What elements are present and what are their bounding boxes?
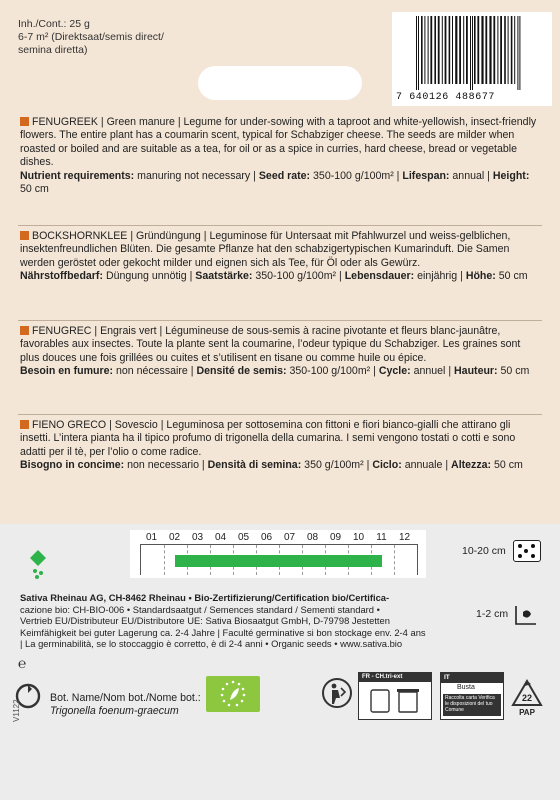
- month-label: 04: [214, 532, 227, 543]
- hang-tab-cutout: [198, 66, 362, 100]
- label: Height:: [492, 169, 530, 182]
- barcode-bar: [489, 16, 491, 84]
- company-line: cazione bio: CH-BIO-006 • Standardsaatgut / Semences standard / Sementi standard •: [20, 603, 380, 615]
- botanical-name: [50, 692, 201, 719]
- barcode-bar: [463, 16, 464, 84]
- label: Densité de semis:: [196, 365, 287, 378]
- value: annual |: [449, 169, 493, 182]
- german-description: BOCKSHORNKLEE | Gründüngung | Leguminose für Untersaat mit Pfahlwurzel und weiss-gelblichen, insektenfreundlichen Blüten. Die gesamte Pflanze hat den schabzigertypischen Kumarinduft. Die Samen werden geröstet oder gekocht milder und eignen sich als Tee, für Öl oder als Gewürz.: [20, 230, 511, 269]
- barcode-bar: [466, 16, 468, 84]
- barcode-bar: [504, 16, 506, 84]
- barcode: [392, 12, 552, 106]
- barcode-bar: [455, 16, 457, 84]
- label: Hauteur:: [454, 365, 498, 378]
- french-description: FENUGREC | Engrais vert | Légumineuse de sous-semis à racine pivotante et fleurs blanc-jaunâtre, favorables aux insectes. Toute la plante sent la coumarine, l’odeur typique du Schabziger. Les graines sont plus douces une fois grillées ou cuites et s’utilisent en tisane ou comme huile ou épice.: [20, 325, 521, 364]
- sowing-seed-icon: [26, 546, 52, 580]
- value: 50 cm: [20, 183, 49, 196]
- label: Lifespan:: [402, 169, 450, 182]
- section-french: [20, 325, 542, 379]
- row-distance-label: 10-20 cm: [462, 545, 506, 557]
- month-label: 07: [283, 532, 296, 543]
- pap-label: PAP: [519, 708, 535, 717]
- section-english: [20, 116, 542, 196]
- section-german: [20, 230, 542, 284]
- orange-square-icon: [20, 231, 29, 240]
- barcode-bar: [459, 16, 461, 84]
- french-sorting-header: FR - CH.tri-ext: [359, 673, 431, 682]
- barcode-bar: [474, 16, 476, 84]
- triman-icon: [320, 676, 354, 710]
- label: Bisogno in concime:: [20, 459, 125, 472]
- barcode-bar: [508, 16, 509, 84]
- italian-sorting-info: [440, 672, 504, 720]
- barcode-number: 7 640126 488677: [396, 92, 496, 103]
- barcode-bar: [445, 16, 447, 84]
- barcode-bar: [481, 16, 483, 84]
- content-line: semina diretta): [18, 44, 88, 56]
- label: Altezza:: [451, 459, 492, 472]
- barcode-bar: [424, 16, 425, 84]
- label: Besoin en fumure:: [20, 365, 114, 378]
- label: Seed rate:: [258, 169, 311, 182]
- barcode-bar: [472, 16, 473, 90]
- botanical-label: Bot. Name/Nom bot./Nome bot.:: [50, 692, 201, 704]
- italian-packaging-type: Busta: [457, 684, 475, 691]
- content-line: Inh./Cont.: 25 g: [18, 18, 90, 30]
- divider: [18, 320, 542, 321]
- spacing-dots-icon: [513, 540, 541, 562]
- orange-square-icon: [20, 117, 29, 126]
- month-label: 09: [329, 532, 342, 543]
- month-label: 01: [145, 532, 158, 543]
- value: 350-100 g/100m² |: [252, 270, 345, 283]
- barcode-bar: [477, 16, 479, 84]
- label: Nährstoffbedarf:: [20, 270, 103, 283]
- value: annuel |: [410, 365, 455, 378]
- value: 50 cm: [495, 270, 528, 283]
- content-info: [18, 18, 164, 57]
- month-label: 06: [260, 532, 273, 543]
- barcode-bar: [517, 16, 518, 90]
- value: 50 cm: [491, 459, 523, 472]
- content-line: 6-7 m² (Direktsaat/semis direct/: [18, 31, 164, 43]
- sowing-depth-label: 1-2 cm: [476, 608, 509, 620]
- sorting-bin-icon: [365, 686, 425, 716]
- eu-organic-leaf-logo: [206, 676, 260, 712]
- section-italian: [20, 419, 542, 473]
- barcode-bar: [497, 16, 498, 84]
- label: Saatstärke:: [195, 270, 253, 283]
- barcode-bar: [511, 16, 513, 84]
- month-label: 08: [306, 532, 319, 543]
- month-label: 10: [352, 532, 365, 543]
- value: 350-100 g/100m² |: [310, 169, 403, 182]
- barcode-bar: [442, 16, 443, 84]
- italian-description: FIENO GRECO | Sovescio | Leguminosa per sottosemina con fittoni e fiori bianco-gialli che attirano gli insetti. L’intera pianta ha il tipico profumo di trigonella della cumarina. I semi vengono tostati o cotti e sono adatti per il tè, per l’olio o come radice.: [20, 419, 516, 458]
- month-label: 03: [191, 532, 204, 543]
- barcode-bar: [452, 16, 453, 84]
- barcode-bar: [430, 16, 432, 84]
- company-line: Keimfähigkeit bei guter Lagerung ca. 2-4 Jahre | Faculté germinative si bon stockage env. 2-4 ans: [20, 626, 426, 638]
- orange-square-icon: [20, 326, 29, 335]
- barcode-bar: [514, 16, 515, 84]
- value: 350-100 g/100m² |: [286, 365, 379, 378]
- value: einjährig |: [414, 270, 466, 283]
- barcode-bar: [434, 16, 436, 84]
- company-info: [20, 592, 450, 650]
- sowing-period-bar: [175, 555, 382, 567]
- barcode-bar: [470, 16, 471, 90]
- label: Höhe:: [465, 270, 496, 283]
- label: Nutrient requirements:: [20, 169, 135, 182]
- barcode-bar: [438, 16, 440, 84]
- company-line: Sativa Rheinau AG, CH-8462 Rheinau • Bio-Zertifizierung/Certification bio/Certifica-: [20, 592, 390, 603]
- barcode-bar: [519, 16, 520, 90]
- month-label: 02: [168, 532, 181, 543]
- pap-code: 22: [521, 693, 533, 703]
- month-label: 05: [237, 532, 250, 543]
- barcode-bar: [421, 16, 423, 84]
- divider: [18, 414, 542, 415]
- value: 350 g/100m² |: [301, 459, 373, 472]
- sowing-depth-icon: [514, 604, 538, 626]
- italian-sorting-header: IT: [441, 673, 503, 683]
- barcode-bar: [428, 16, 429, 84]
- value: non necessario |: [124, 459, 208, 472]
- label: Cycle:: [378, 365, 411, 378]
- barcode-bars: [414, 16, 546, 90]
- french-sorting-info: [358, 672, 432, 720]
- month-divider: [164, 545, 165, 575]
- e-mark-icon: ℮: [18, 655, 27, 671]
- company-line: Vertrieb EU/Distributeur EU/Distributore UE: Sativa Biosaatgut GmbH, D-79798 Jestetten: [20, 615, 390, 627]
- company-line: | La germinabilità, se lo stoccaggio è corretto, è di 2-4 anni • Organic seeds • www.sativa.bio: [20, 638, 403, 650]
- value: Düngung unnötig |: [103, 270, 196, 283]
- value: manuring not necessary |: [134, 169, 259, 182]
- barcode-bar: [493, 16, 495, 84]
- barcode-bar: [416, 16, 417, 90]
- barcode-bar: [500, 16, 502, 84]
- label: Densità di semina:: [207, 459, 302, 472]
- pap-recycling-icon: [510, 678, 544, 718]
- value: 50 cm: [497, 365, 530, 378]
- label: Lebensdauer:: [344, 270, 415, 283]
- month-label: 11: [376, 532, 387, 543]
- month-divider: [394, 545, 395, 575]
- italian-disposal-note: Raccolta carta Verifica le disposizioni del tuo Comune: [443, 694, 501, 716]
- divider: [18, 225, 542, 226]
- label: Ciclo:: [372, 459, 402, 472]
- value: annuale |: [401, 459, 452, 472]
- version-code: V1122: [12, 699, 21, 722]
- barcode-bar: [485, 16, 487, 84]
- value: non nécessaire |: [113, 365, 197, 378]
- month-label: 12: [398, 532, 411, 543]
- barcode-bar: [418, 16, 419, 90]
- orange-square-icon: [20, 420, 29, 429]
- barcode-bar: [449, 16, 451, 84]
- english-description: FENUGREEK | Green manure | Legume for under-sowing with a taproot and white-yellowish, insect-friendly flowers. The entire plant has a coumarin scent, typical for Schabziger cheese. The seeds are milder when roasted or boiled and are suitable as a tea, for oil or as a spice in curries, hard cheese, bread or vegetable dishes.: [20, 116, 537, 169]
- botanical-latin-name: Trigonella foenum-graecum: [50, 705, 179, 718]
